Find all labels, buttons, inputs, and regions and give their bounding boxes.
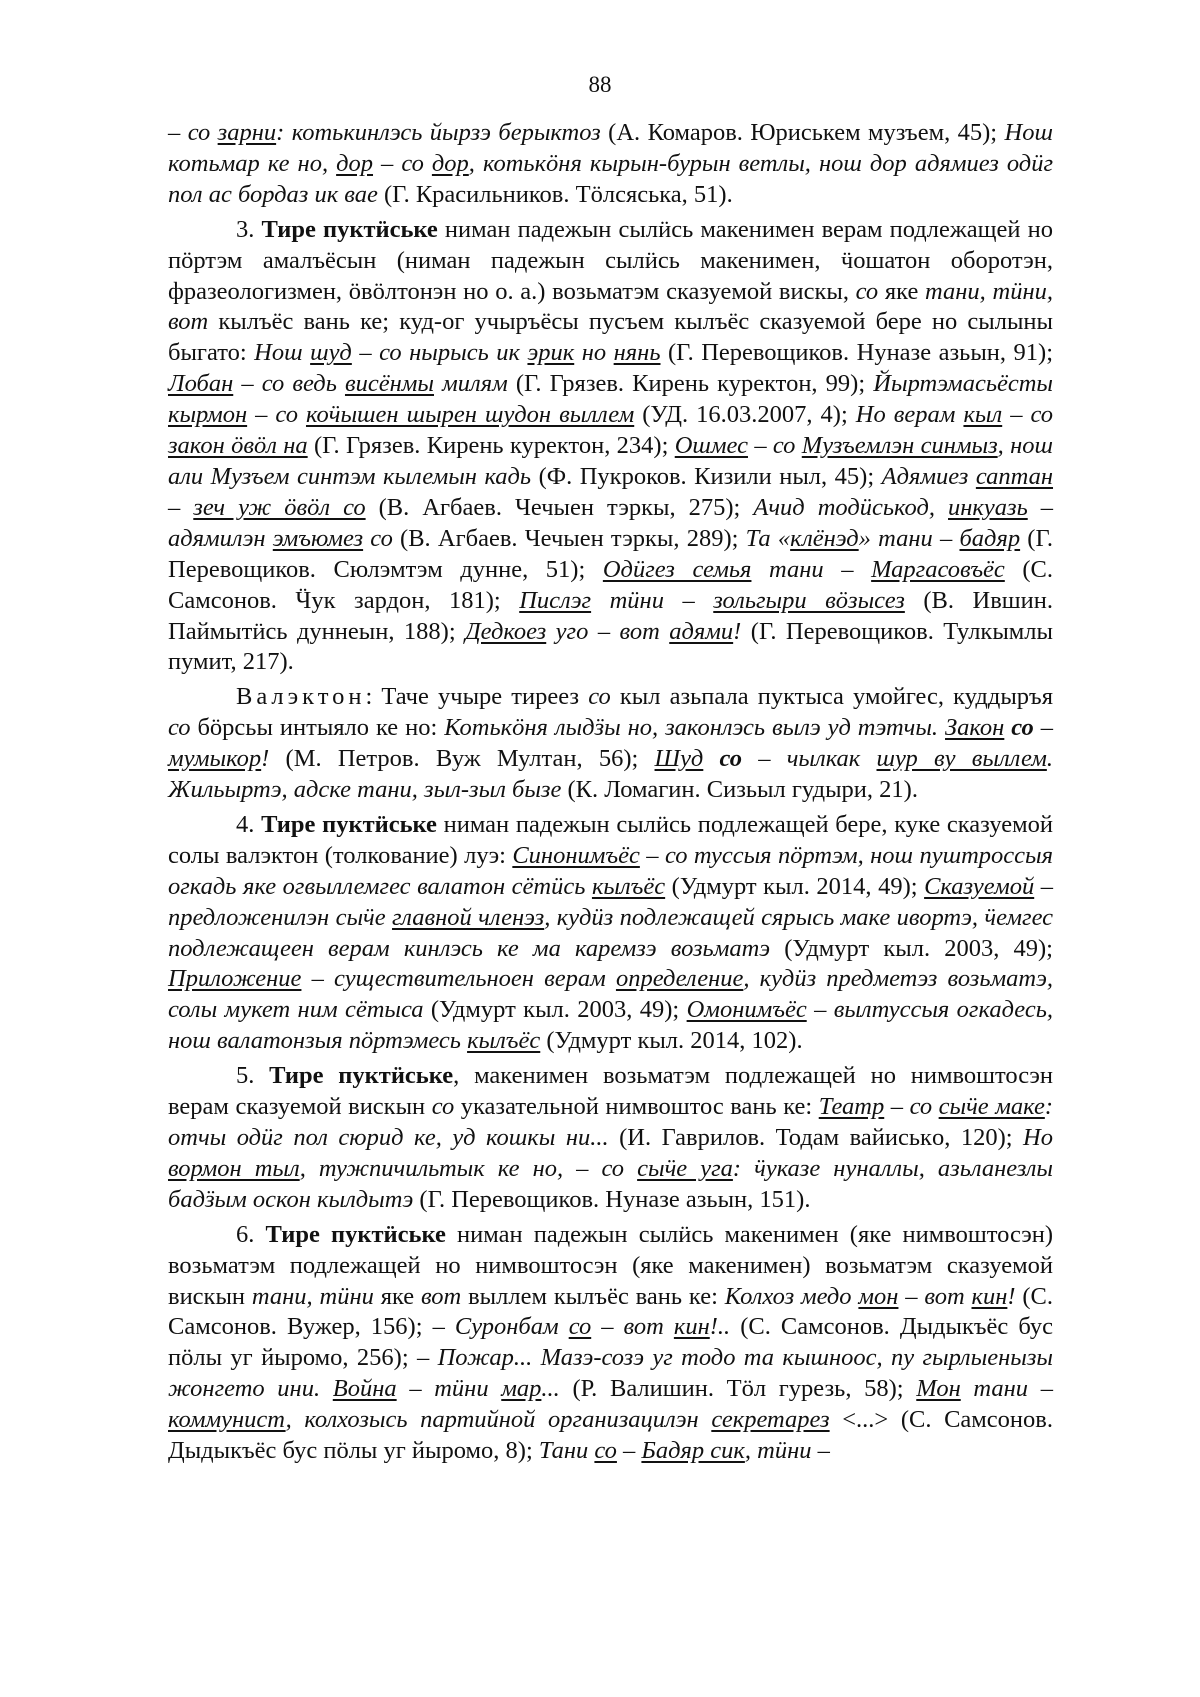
text-run: – xyxy=(1033,714,1053,742)
text-run: – со xyxy=(247,401,306,429)
text-run: указательной нимвоштос вань ке: xyxy=(454,1093,819,1121)
text-run: (Г. Перевощиков. Сюлэмтэм дунне, 51); xyxy=(168,524,1053,583)
text-run: кыл азьпала пуктыса умойгес, куддыръя xyxy=(610,683,1053,711)
text-run: ниман падежын сылӥсь макенимен (яке нимвоштосэн) возьматэм подлежащей но нимвоштосэн (яке макенимен) возьматэм сказуемой вискын xyxy=(168,1220,1053,1310)
text-run: , кудӥз подлежащей сярысь маке ивортэ, ӵемгес подлежащеен верам кинлэсь ке ма каремзэ возьматэ xyxy=(168,903,1053,962)
text-run: Сказуемой xyxy=(924,872,1035,900)
text-run: кылъёс вань ке; куд-ог учыръёсы пусъем кылъёс сказуемой бере но сылыны быгато: xyxy=(168,308,1053,367)
text-run: – xyxy=(168,493,194,521)
text-run: – xyxy=(168,119,188,146)
text-run: но xyxy=(574,339,614,367)
text-run: !.. xyxy=(709,1313,731,1341)
text-run: вормон тыл xyxy=(168,1154,300,1182)
text-run: Приложение xyxy=(168,965,302,993)
text-run: со xyxy=(594,1437,617,1465)
text-run: висёнмы xyxy=(344,370,434,398)
text-run: кырмон xyxy=(168,401,248,429)
text-run: саптан xyxy=(975,462,1054,490)
text-run: яке xyxy=(373,1282,421,1310)
text-run: Бадяр сик xyxy=(641,1437,745,1465)
text-run: (Г. Перевощиков. Нуназе азьын, 151). xyxy=(413,1185,811,1213)
text-run: выллем кылъёс вань ке: xyxy=(461,1282,725,1310)
text-run: Нош котьмар ке но, xyxy=(168,119,1053,177)
text-run: 5. xyxy=(236,1062,270,1090)
text-run: Дедкоез xyxy=(465,617,547,645)
text-run: определение xyxy=(615,965,744,993)
page-number: 88 xyxy=(588,72,612,97)
paragraph-rule-3 xyxy=(168,215,1053,679)
text-run: эмъюмез xyxy=(272,524,364,552)
text-run: – со xyxy=(373,149,432,177)
text-run: – адямилэн xyxy=(168,493,1054,552)
text-run: со xyxy=(588,683,611,711)
text-run: (М. Петров. Вуж Мултан, 56); xyxy=(269,745,655,773)
text-run: – вылтуссыя огкадесь, нош валатонзыя пӧртэмесь xyxy=(168,996,1053,1055)
text-run: Адямиез xyxy=(881,462,976,490)
text-run: » тани – xyxy=(858,524,960,552)
text-run: (С. Самсонов. Ӵук зардон, 181); xyxy=(168,555,1054,614)
text-run: Ошмес xyxy=(674,432,748,460)
text-run: Синонимъёс xyxy=(512,841,640,869)
text-run: бӧрсьы интыяло ке но: xyxy=(190,714,445,742)
paragraph-rule-5 xyxy=(168,1061,1053,1216)
text-run: уго – вот xyxy=(546,617,670,645)
text-run: Закон xyxy=(945,714,1005,742)
text-run: – xyxy=(616,1437,642,1465)
text-run: инкуазь xyxy=(948,493,1028,521)
text-run: – со xyxy=(1002,401,1054,429)
text-run: кылъёс xyxy=(467,1027,541,1055)
text-run: тани, тӥни, вот xyxy=(168,277,1053,336)
text-run: главной членэз xyxy=(392,903,545,931)
text-run: сыӵе маке xyxy=(938,1093,1045,1121)
text-run: со xyxy=(1011,714,1034,742)
text-run: Суронбам xyxy=(454,1313,569,1341)
text-run: закон ӧвӧл на xyxy=(168,432,308,460)
text-run: – предложенилэн сыӵе xyxy=(168,872,1053,931)
text-run: (Удмурт кыл. 2014, 102). xyxy=(540,1027,803,1055)
text-run: мар xyxy=(501,1375,542,1403)
text-run: – со ведь xyxy=(233,370,345,398)
text-run: (К. Ломагин. Сизьыл гудыри, 21). xyxy=(561,776,918,804)
text-run: (В. Ившин. Паймытӥсь дуннеын, 188); xyxy=(168,586,1053,645)
text-run: – со xyxy=(747,432,802,460)
text-run: мумыкор xyxy=(168,745,262,773)
text-run: ниман падежын сылӥсь макенимен верам подлежащей но пӧртэм амалъёсын (ниман падежын сылӥсь макенимен, ӵошатон оборотэн, фразеологизмен, ӧвӧлтонэн но о. а.) возьматэм сказуемой вискы, xyxy=(168,215,1053,305)
text-run: шур ву выллем xyxy=(876,745,1047,773)
text-run: <...> (С. Самсонов. Дыдыкъёс бус пӧлы уг йыромо, 8); xyxy=(168,1406,1053,1465)
text-run: (Ф. Пукроков. Кизили ныл, 45); xyxy=(531,462,882,490)
text-run: , тужпичильтык ке но, – со xyxy=(299,1154,638,1182)
text-run: тани – xyxy=(751,555,872,583)
text-run: Йыртэмасьёсты xyxy=(873,370,1053,398)
text-run: – со туссыя пӧртэм, нош пуштроссыя огкадь яке огвыллемгес валатон сётӥсь xyxy=(168,841,1053,900)
text-run: Одӥгез семья xyxy=(602,555,752,583)
text-run: Маргасовъёс xyxy=(871,555,1005,583)
text-run: кыл xyxy=(963,401,1003,429)
text-run xyxy=(703,745,719,772)
text-run: Колхоз медо xyxy=(724,1282,859,1310)
text-run: со xyxy=(719,745,743,773)
text-run: : ӵуказе нуналлы, азьланезлы бадӟым оскон кылдытэ xyxy=(168,1154,1054,1213)
text-run: – существительноен верам xyxy=(301,965,616,993)
text-run: (Удмурт кыл. 2003, 49); xyxy=(423,996,687,1024)
text-run: 3. xyxy=(236,215,262,243)
text-run: – со нырысь ик xyxy=(351,339,528,367)
text-run: со xyxy=(363,524,393,552)
text-run: дор xyxy=(336,149,374,177)
text-run: сыӵе уга xyxy=(637,1154,733,1182)
text-run: 6. xyxy=(236,1220,266,1248)
text-run: Тани xyxy=(538,1437,595,1465)
text-run: яке xyxy=(878,277,926,305)
text-run: шуд xyxy=(310,339,352,367)
text-run: Пожар... Мазэ-созэ уг тодо та кышноос, пу гырлыенызы жонгето ини. xyxy=(168,1344,1053,1403)
text-run: , колхозысь партийной организацилэн xyxy=(285,1406,712,1434)
text-run: , кудӥз предметэз возьматэ, солы мукет ним сётыса xyxy=(168,965,1053,1024)
text-run: : котькинлэсь йырзэ берыктоз xyxy=(276,119,601,146)
text-run: (В. Агбаев. Чечыен тэркы, 289); xyxy=(392,524,746,552)
text-run: (Г. Красильников. Тӧлсяська, 51). xyxy=(377,180,733,208)
text-run: Омонимъёс xyxy=(686,996,807,1024)
text-run: коӵышен шырен шудон выллем xyxy=(305,401,635,429)
text-run: Та « xyxy=(745,524,791,552)
text-run: Ачид тодӥськод, xyxy=(753,493,949,521)
text-run: коммунист xyxy=(168,1406,286,1434)
text-body xyxy=(168,118,1053,1467)
text-run: (С. Самсонов. Вужер, 156); – xyxy=(168,1282,1054,1341)
text-run: (Удмурт кыл. 2003, 49); xyxy=(770,934,1053,962)
text-run: , тӥни – xyxy=(744,1437,830,1465)
paragraph-note xyxy=(168,682,1053,806)
text-run: мон xyxy=(858,1282,899,1310)
text-run: тани – xyxy=(960,1375,1053,1403)
text-run: со xyxy=(168,714,191,742)
text-run: (Г. Грязев. Кирень куректон, 99); xyxy=(507,370,874,398)
text-run: Валэктон xyxy=(236,683,366,711)
text-run: – чылкак xyxy=(742,745,877,773)
text-run: (И. Гаврилов. Тодам вайиськo, 120); xyxy=(608,1124,1024,1151)
text-run: Но верам xyxy=(855,401,964,429)
text-run: (С. Самсонов. Дыдыкъёс бус пӧлы уг йыромо, 256); – xyxy=(168,1313,1053,1372)
text-run: (Р. Валишин. Тӧл гурезь, 58); xyxy=(559,1375,917,1403)
text-run: – вот xyxy=(591,1313,674,1341)
text-run: Лобан xyxy=(168,370,234,398)
text-run: нянь xyxy=(613,339,661,367)
text-run: кин xyxy=(673,1313,710,1341)
text-run: ! xyxy=(733,617,742,645)
text-run: . Жильыртэ, адске тани, зыл-зыл бызе xyxy=(168,745,1053,804)
text-run: Нош xyxy=(254,339,311,367)
paragraph-rule-4 xyxy=(168,810,1053,1057)
text-run: бадяр xyxy=(959,524,1021,552)
text-run: Мон xyxy=(916,1375,961,1403)
text-run: ... xyxy=(541,1375,560,1403)
text-run: – тӥни xyxy=(396,1375,502,1403)
text-run: Музъемлэн синмыз xyxy=(801,432,998,460)
text-run: кылъёс xyxy=(591,872,666,900)
text-run: Война xyxy=(332,1375,397,1403)
text-run: (Удмурт кыл. 2014, 49); xyxy=(665,872,925,900)
text-run: Тире пуктӥське xyxy=(269,1062,454,1090)
text-run: (Г. Грязев. Кирень куректон, 234); xyxy=(307,432,675,460)
text-run: Тире пуктӥське xyxy=(261,810,437,838)
text-run: дор xyxy=(431,149,469,177)
text-run: со xyxy=(855,277,879,305)
text-run: зарни xyxy=(217,119,277,146)
text-run: : Таче учыре тиреез xyxy=(365,683,589,711)
text-run: ! xyxy=(1007,1282,1016,1310)
text-run: эрик xyxy=(527,339,575,367)
text-run: 4. xyxy=(236,810,262,838)
text-run: со xyxy=(431,1093,455,1121)
text-run: зеч уж ӧвӧл со xyxy=(193,493,366,521)
text-run: Котькӧня лыдӟы но, законлэсь вылэ уд тэтчы. xyxy=(444,714,946,742)
text-run: (Г. Перевощиков. Нуназе азьын, 91); xyxy=(660,339,1054,367)
text-run: Шуд xyxy=(654,745,704,773)
text-run: Театр xyxy=(818,1093,885,1121)
text-run: (В. Агбаев. Чечыен тэркы, 275); xyxy=(365,493,754,521)
text-run: адями xyxy=(669,617,734,645)
text-run: со xyxy=(187,119,218,146)
text-run: – вот xyxy=(898,1282,972,1310)
text-run: (УД. 16.03.2007, 4); xyxy=(634,401,856,429)
text-run: тӥни – xyxy=(591,586,714,614)
text-run: вот xyxy=(421,1282,462,1310)
text-run: Тире пуктӥське xyxy=(265,1220,446,1248)
text-run: – со xyxy=(884,1093,939,1121)
text-run: , котькӧня кырын-бурын ветлы, нош дор адямиез одӥг пол ас бордаз ик вае xyxy=(168,149,1054,208)
text-run: Пислэг xyxy=(519,586,592,614)
paragraph-rule-6 xyxy=(168,1220,1053,1467)
text-run: тани, тӥни xyxy=(251,1282,374,1310)
text-run: зольгыри вӧзысез xyxy=(713,586,905,614)
text-run: , макенимен возьматэм подлежащей но нимвоштосэн верам сказуемой вискын xyxy=(168,1062,1054,1121)
text-run: (А. Комаров. Юриськем музъем, 45); xyxy=(600,119,1005,146)
text-run: Но xyxy=(1023,1124,1053,1151)
text-run: (Г. Перевощиков. Тулкымлы пумит, 217). xyxy=(168,617,1053,676)
text-run: : отчы одӥг пол сюрид ке, уд кошкы ни... xyxy=(168,1093,1053,1151)
text-run: милям xyxy=(434,370,508,398)
text-run: ниман падежын сылӥсь подлежащей бере, куке сказуемой солы валэктон (толкование) луэ: xyxy=(168,810,1053,869)
text-run: со xyxy=(568,1313,592,1341)
text-run: Тире пуктӥське xyxy=(261,215,438,243)
text-run: клёнэд xyxy=(790,524,859,552)
text-run: , нош али Музъем синтэм кылемын кадь xyxy=(168,432,1054,490)
text-run: кин xyxy=(971,1282,1008,1310)
text-run: секретарез xyxy=(711,1406,830,1434)
paragraph-continuation xyxy=(168,118,1053,211)
text-run: ! xyxy=(261,745,270,773)
